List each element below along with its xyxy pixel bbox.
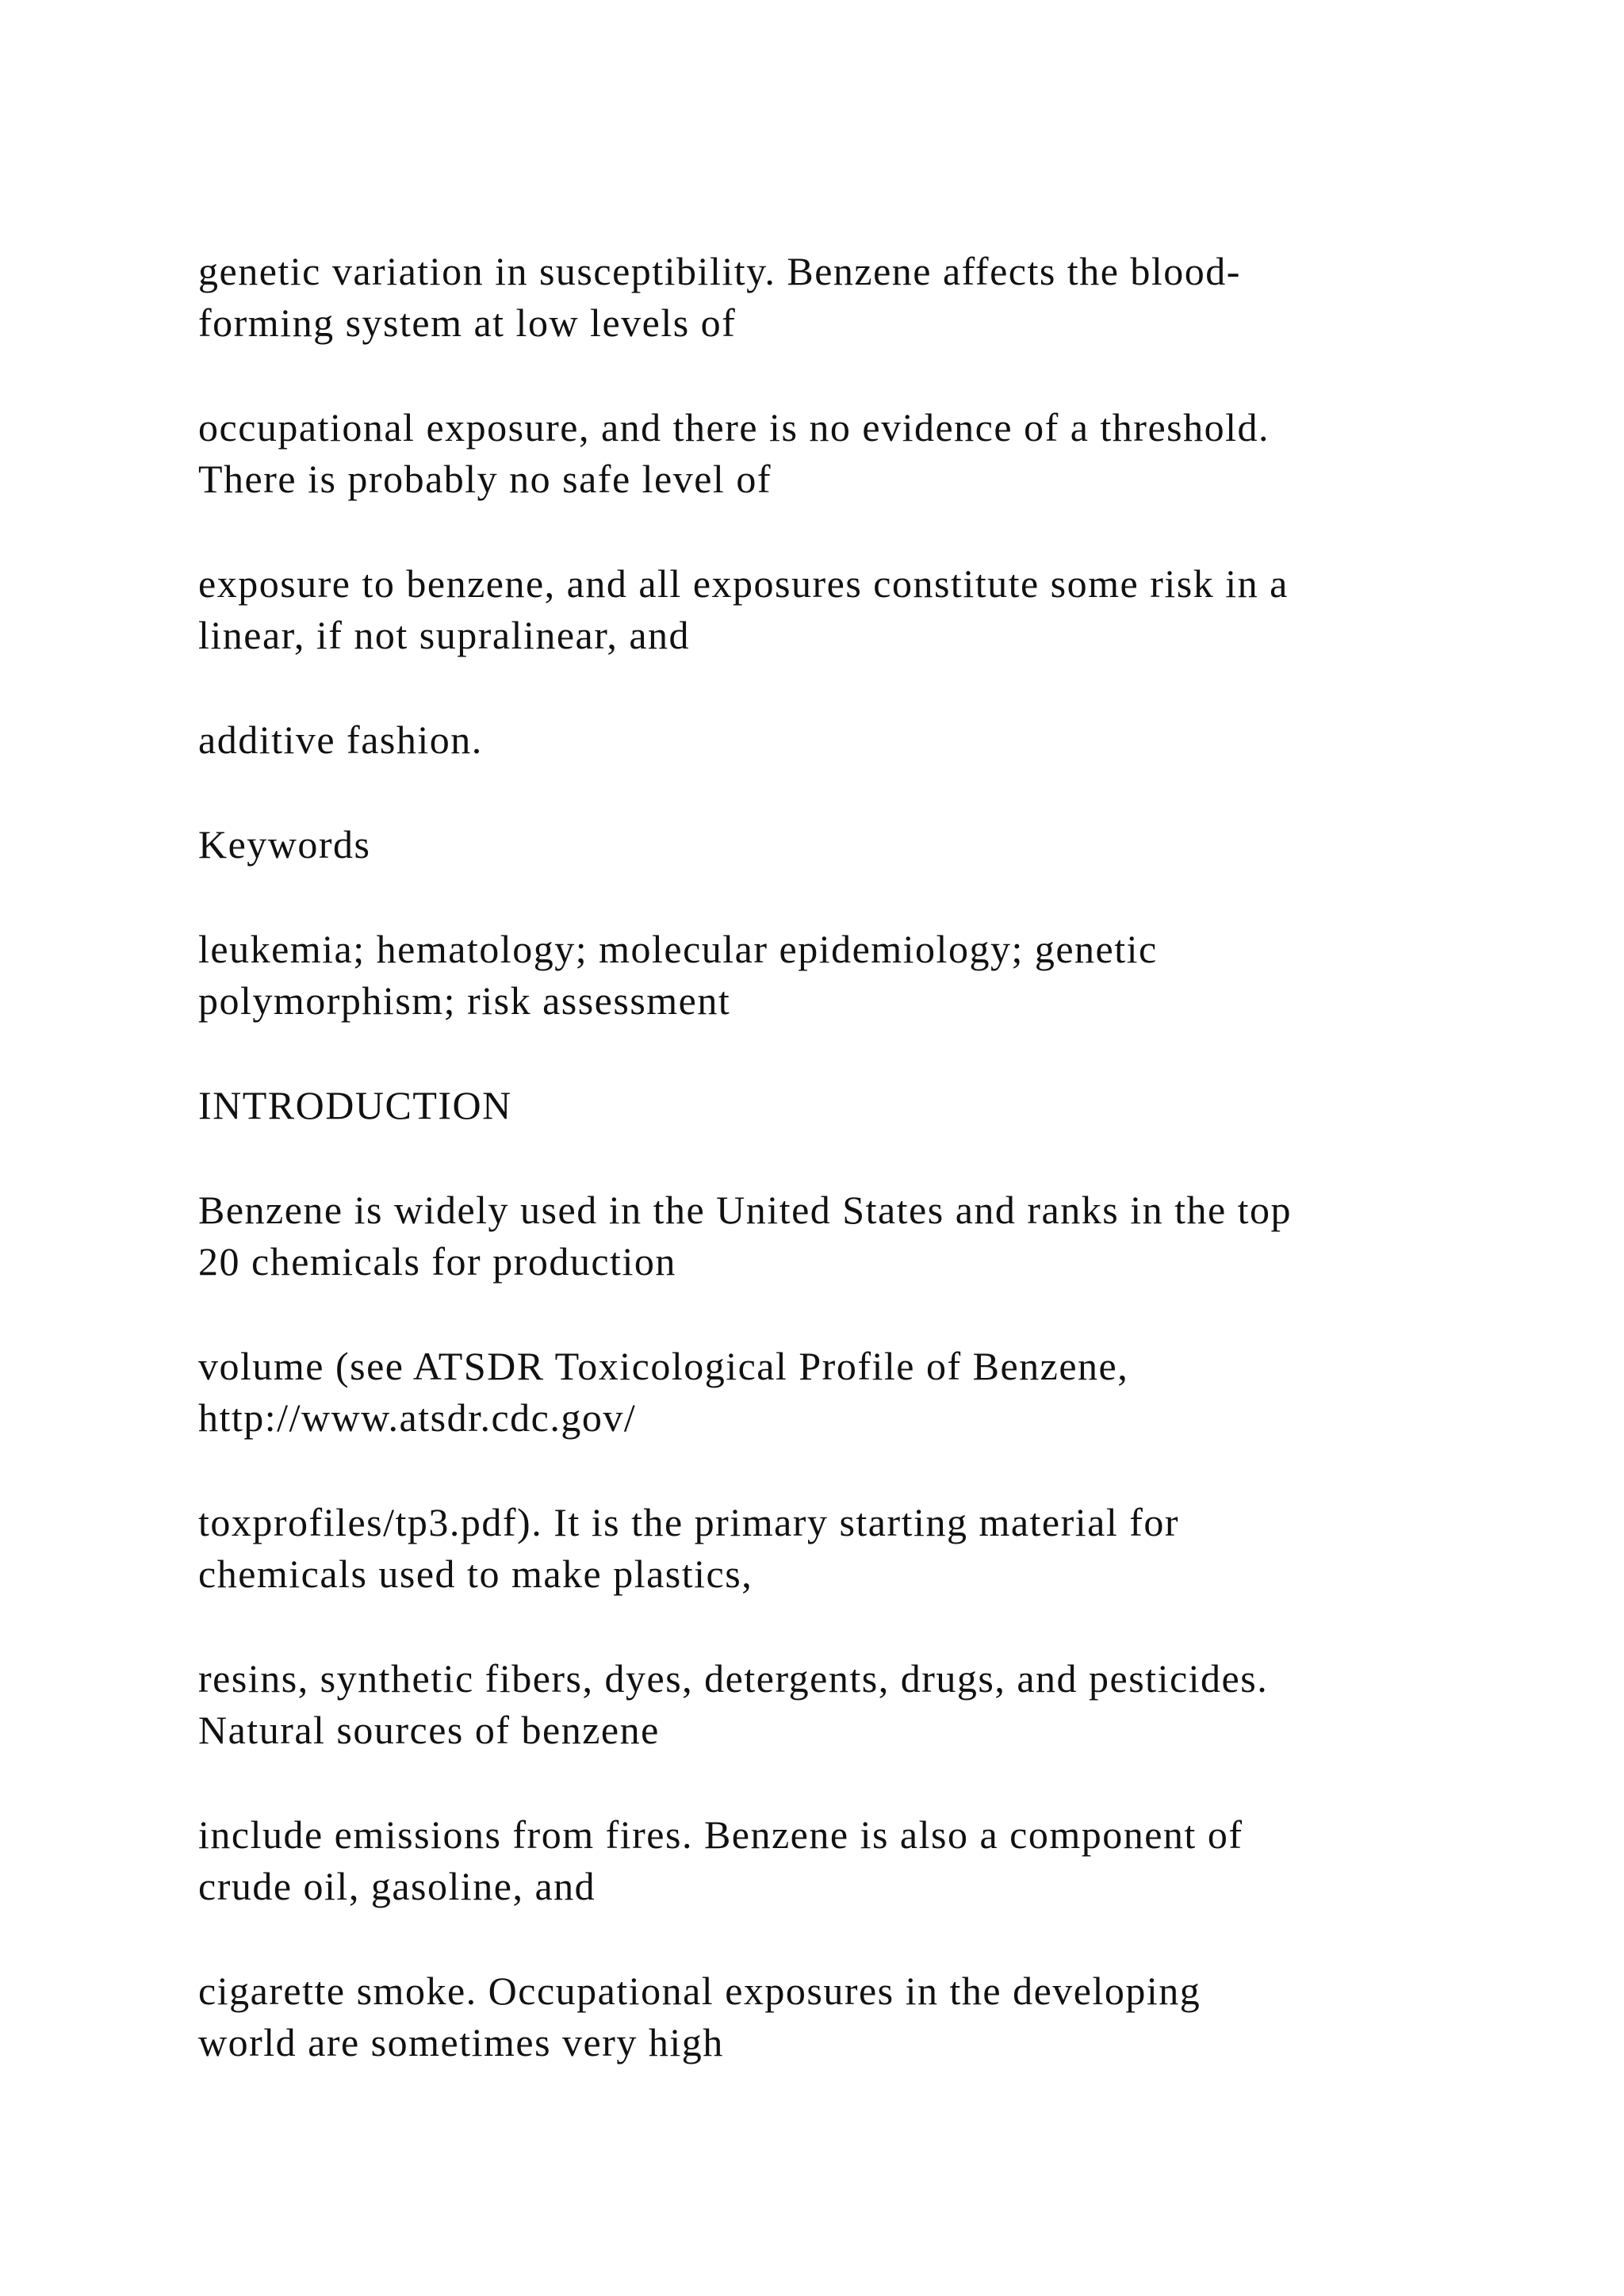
text-line: Keywords [198, 822, 371, 867]
text-line: http://www.atsdr.cdc.gov/ [198, 1395, 637, 1440]
paragraph-susceptibility [198, 246, 1507, 349]
text-line: polymorphism; risk assessment [198, 978, 731, 1023]
text-line: additive fashion. [198, 718, 483, 762]
text-line: 20 chemicals for production [198, 1239, 676, 1284]
keywords-list [198, 924, 1507, 1027]
paragraph-atsdr [198, 1341, 1507, 1444]
text-line: exposure to benzene, and all exposures constitute some risk in a [198, 561, 1289, 606]
paragraph-exposure-risk [198, 558, 1507, 661]
text-line: There is probably no safe level of [198, 457, 772, 501]
text-line: linear, if not supralinear, and [198, 613, 691, 657]
text-line: world are sometimes very high [198, 2020, 724, 2064]
paragraph-threshold [198, 402, 1507, 505]
text-line: crude oil, gasoline, and [198, 1864, 596, 1908]
text-line: volume (see ATSDR Toxicological Profile of Benzene, [198, 1344, 1129, 1388]
paragraph-starting-material [198, 1497, 1507, 1600]
text-line: occupational exposure, and there is no evidence of a threshold. [198, 405, 1270, 450]
text-line: leukemia; hematology; molecular epidemiology; genetic [198, 927, 1158, 971]
paragraph-resins [198, 1653, 1507, 1756]
text-line: Natural sources of benzene [198, 1708, 660, 1752]
keywords-heading [198, 819, 1507, 871]
text-line: INTRODUCTION [198, 1083, 512, 1127]
text-line: cigarette smoke. Occupational exposures in the developing [198, 1969, 1201, 2013]
text-line: forming system at low levels of [198, 300, 737, 345]
paragraph-emissions [198, 1809, 1507, 1912]
text-line: Benzene is widely used in the United States and ranks in the top [198, 1188, 1293, 1232]
text-line: chemicals used to make plastics, [198, 1552, 753, 1596]
text-line: toxprofiles/tp3.pdf). It is the primary starting material for [198, 1500, 1180, 1544]
text-line: resins, synthetic fibers, dyes, detergents, drugs, and pesticides. [198, 1656, 1269, 1701]
text-line: include emissions from fires. Benzene is also a component of [198, 1812, 1243, 1857]
introduction-heading [198, 1080, 1507, 1131]
text-line: genetic variation in susceptibility. Benzene affects the blood- [198, 249, 1241, 293]
paragraph-production [198, 1184, 1507, 1288]
paragraph-cigarette [198, 1965, 1507, 2068]
paragraph-additive [198, 714, 1507, 766]
